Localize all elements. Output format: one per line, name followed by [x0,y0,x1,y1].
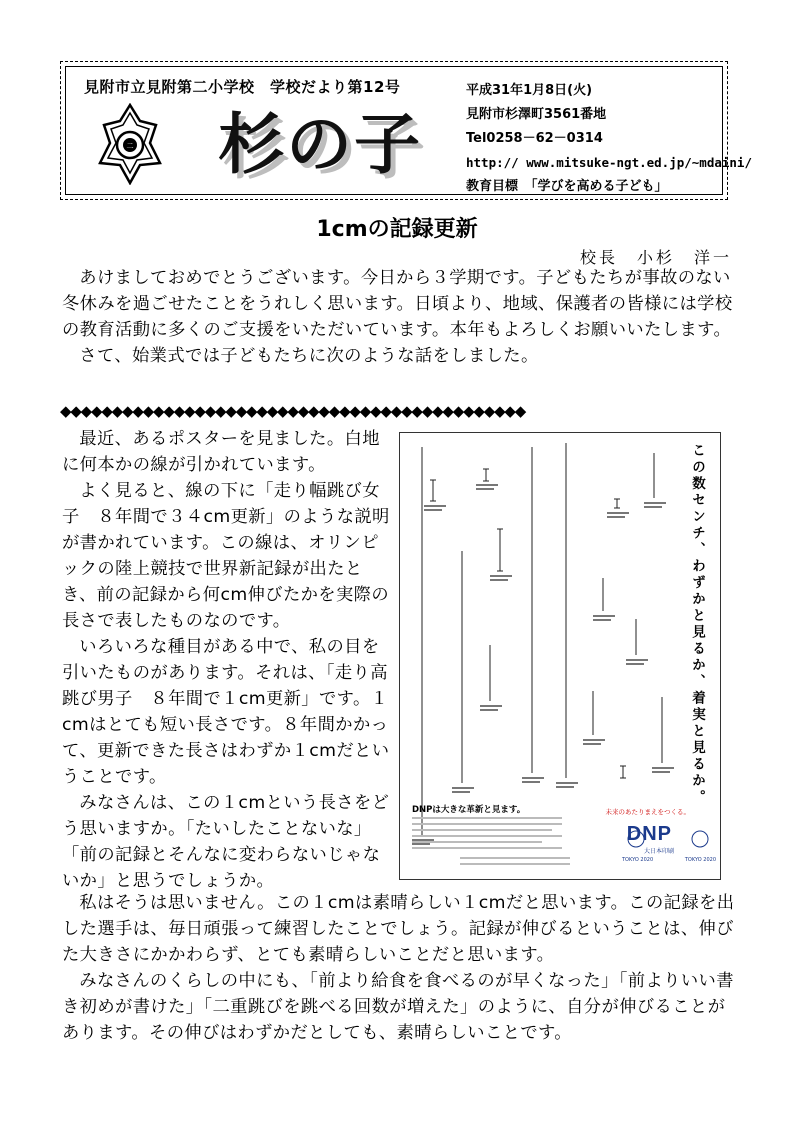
poster-slogan: 未来のあたりまえをつくる。 [605,808,690,816]
article-title: 1cmの記録更新 [316,217,478,242]
body-paragraph: 最近、あるポスターを見ました。白地に何本かの線が引かれています。 [62,429,380,475]
body-paragraph: みなさんは、この１cmという長さをどう思いますか。「たいしたことないな」「前の記録とそんなに変わらないじゃないか」と思うでしょうか。 [62,793,390,891]
poster-headline: DNPは大きな革新と見ます。 [412,805,526,815]
education-goal: 教育目標 「学びを高める子ども」 [466,179,668,194]
tokyo2020-emblem-left: TOKYO 2020 [622,857,654,863]
school-crest-icon [96,103,164,185]
school-url[interactable]: http:// www.mitsuke-ngt.ed.jp/~mdaini/ [466,155,752,170]
intro-paragraph: あけましておめでとうございます。今日から３学期です。子どもたちが事故のない冬休みを過ごせたことをうれしく思います。日頃より、地域、保護者の皆様には学校の教育活動に多くのご支援をいただいています。本年もよろしくお願いいたします。 [62,268,733,340]
left-column [62,426,392,894]
newsletter-header [65,66,752,195]
dnp-poster-image [399,432,721,880]
svg-text:二: 二 [126,142,134,150]
intro-paragraph: さて、始業式では子どもたちに次のような話をしました。 [79,346,539,366]
dnp-logo: DNP [626,823,672,845]
school-phone: Tel0258－62－0314 [466,131,603,146]
poster-tagline: この数センチ、わずかと見るか、着実と見るか。 [689,443,705,806]
school-address: 見附市杉澤町3561番地 [466,107,607,122]
issue-date: 平成31年1月8日(火) [466,83,593,98]
school-name: 見附市立見附第二小学校 学校だより第12号 [84,78,401,96]
tokyo2020-emblem-right: TOKYO 2020 [684,857,716,863]
masthead-title: 杉の子 [218,106,422,183]
intro-section [62,265,737,369]
school-info [466,79,752,199]
diamond-divider: ◆◆◆◆◆◆◆◆◆◆◆◆◆◆◆◆◆◆◆◆◆◆◆◆◆◆◆◆◆◆◆◆◆◆◆◆◆◆◆◆◆◆◆◆◆ [60,402,526,420]
body-paragraph: いろいろな種目がある中で、私の目を引いたものがあります。それは、「走り高跳び男子 ８年間で１cm更新」です。１cmはとても短い長さです。８年間かかって、更新できた長さはわずか１cmだということです。 [62,637,390,787]
article-author: 校長 小杉 洋一 [579,248,732,267]
body-paragraph: みなさんのくらしの中にも、「前より給食を食べるのが早くなった」「前よりいい書き初めが書けた」「二重跳びを跳べる回数が増えた」のように、自分が伸びることがあります。その伸びはわずかだとしても、素晴らしいことです。 [62,971,734,1043]
body-paragraph: よく見ると、線の下に「走り幅跳び女子 ８年間で３４cm更新」のような説明が書かれています。この線は、オリンピックの陸上競技で世界新記録が出たとき、前の記録から何cm伸びたかを実際の長さで表したものなのです。 [62,481,390,631]
body-paragraph: 私はそうは思いません。この１cmは素晴らしい１cmだと思います。この記録を出した選手は、毎日頑張って練習したことでしょう。記録が伸びるということは、伸びた大きさにかかわらず、とても素晴らしいことだと思います。 [62,893,735,965]
dnp-logo-subtitle: 大日本印刷 [643,848,674,855]
closing-section [62,890,737,1046]
